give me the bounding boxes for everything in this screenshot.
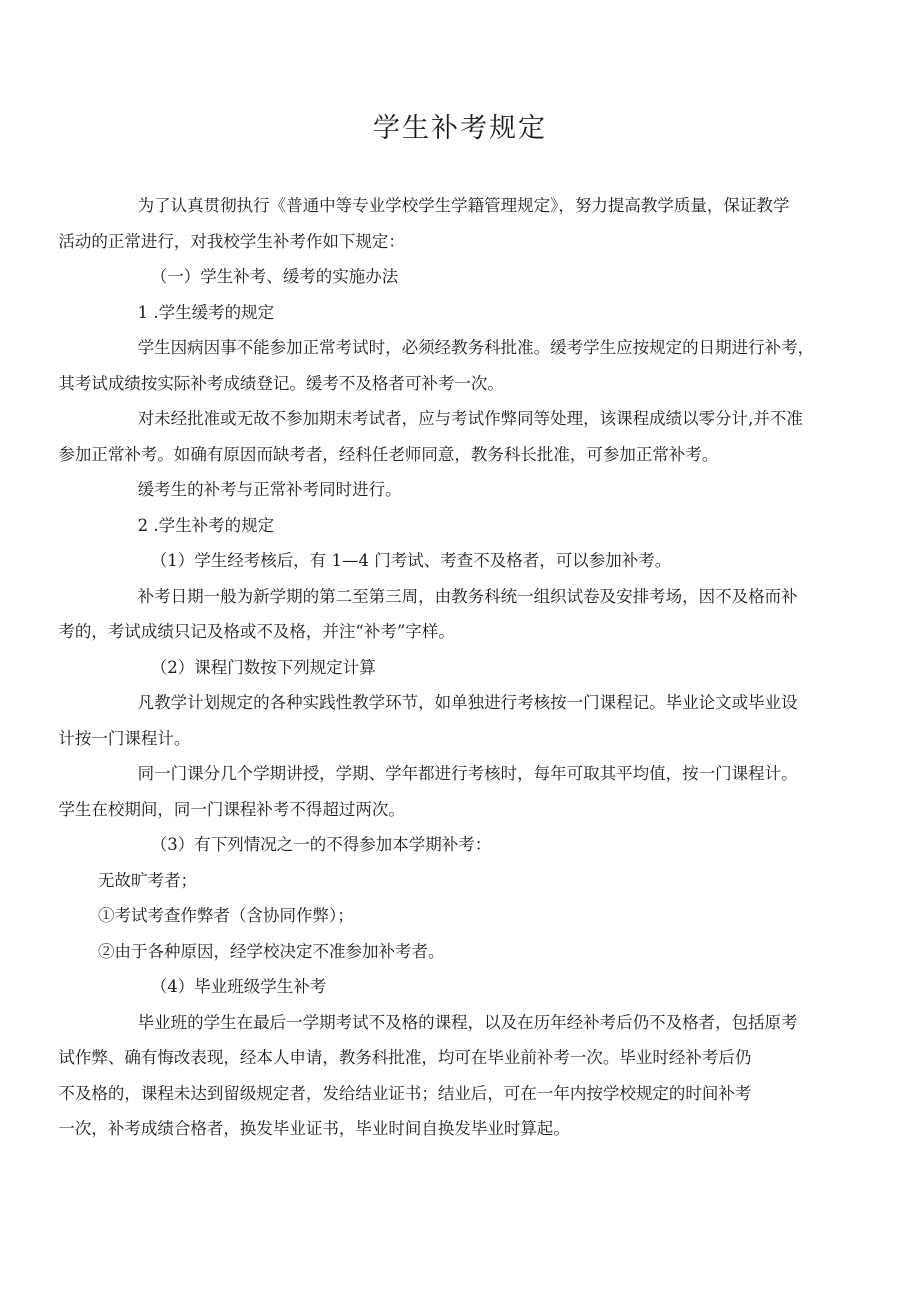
text-line: 为了认真贯彻执行《普通中等专业学校学生学籍管理规定》，努力提高教学质量，保证教学	[137, 196, 790, 215]
paragraph-unauthorized-absence	[58, 401, 830, 472]
text-line: 一次，补考成绩合格者，换发毕业证书，毕业时间自换发毕业时算起。	[58, 1119, 570, 1138]
section-heading-1	[98, 259, 830, 295]
text-line: （3）有下列情况之一的不得参加本学期补考：	[150, 835, 492, 854]
text-line: 补考日期一般为新学期的第二至第三周，由教务科统一组织试卷及安排考场，因不及格而补	[137, 586, 798, 606]
paragraph-multi-term-course	[58, 756, 830, 827]
text-line: 1 .学生缓考的规定	[137, 302, 275, 322]
text-line: （1）学生经考核后，有 1—4 门考试、考查不及格者，可以参加补考。	[150, 551, 672, 570]
text-line: （2）课程门数按下列规定计算	[150, 657, 376, 677]
condition-absent	[98, 863, 830, 899]
document-body	[58, 188, 830, 1147]
item-1	[98, 543, 830, 579]
text-line: 不及格的，课程未达到留级规定者，发给结业证书；结业后，可在一年内按学校规定的时间补考	[58, 1083, 752, 1103]
paragraph-deferred-exam	[58, 330, 830, 401]
paragraph-deferred-same-time	[98, 472, 830, 508]
text-line: 2 .学生补考的规定	[137, 515, 275, 535]
text-line: 对未经批准或无故不参加期末考试者，应与考试作弊同等处理，该课程成绩以零分计,并不准	[137, 409, 803, 428]
text-line: ②由于各种原因，经学校决定不准参加补考者。	[98, 941, 445, 961]
paragraph-makeup-date	[58, 579, 830, 650]
text-line: 计按一门课程计。	[58, 728, 191, 748]
paragraph-intro	[58, 188, 830, 259]
text-line: （一）学生补考、缓考的实施办法	[150, 267, 399, 286]
text-line: 学生因病因事不能参加正常考试时，必须经教务科批准。缓考学生应按规定的日期进行补考，	[137, 338, 815, 357]
item-3	[98, 827, 830, 863]
text-line: 参加正常补考。如确有原因而缺考者，经科任老师同意，教务科长批准，可参加正常补考。	[58, 444, 719, 464]
text-line: 学生在校期间，同一门课程补考不得超过两次。	[58, 799, 405, 819]
text-line: 凡教学计划规定的各种实践性教学环节，如单独进行考核按一门课程记。毕业论文或毕业设	[137, 693, 798, 712]
text-line: 缓考生的补考与正常补考同时进行。	[137, 480, 402, 499]
paragraph-graduating-class	[58, 1005, 830, 1147]
text-line: （4）毕业班级学生补考	[150, 977, 327, 996]
text-line: ①考试考查作弊者（含协同作弊）；	[98, 906, 354, 925]
text-line: 活动的正常进行，对我校学生补考作如下规定：	[58, 231, 405, 251]
item-2	[98, 650, 830, 686]
condition-cheating	[98, 898, 830, 934]
text-line: 无故旷考者；	[98, 870, 197, 890]
subsection-heading-1	[98, 295, 830, 331]
text-line: 其考试成绩按实际补考成绩登记。缓考不及格者可补考一次。	[58, 373, 504, 393]
text-line: 考的，考试成绩只记及格或不及格，并注“补考”字样。	[58, 622, 455, 641]
text-line: 试作弊、确有悔改表现，经本人申请，教务科批准，均可在毕业前补考一次。毕业时经补考后仍	[58, 1048, 752, 1067]
paragraph-practical-courses	[58, 685, 830, 756]
item-4	[98, 969, 830, 1005]
subsection-heading-2	[98, 508, 830, 544]
text-line: 毕业班的学生在最后一学期考试不及格的课程，以及在历年经补考后仍不及格者，包括原考	[137, 1012, 798, 1032]
condition-school-decision	[98, 934, 830, 970]
document-title: 学生补考规定	[373, 113, 547, 144]
text-line: 同一门课分几个学期讲授，学期、学年都进行考核时，每年可取其平均值，按一门课程计。	[137, 764, 798, 783]
